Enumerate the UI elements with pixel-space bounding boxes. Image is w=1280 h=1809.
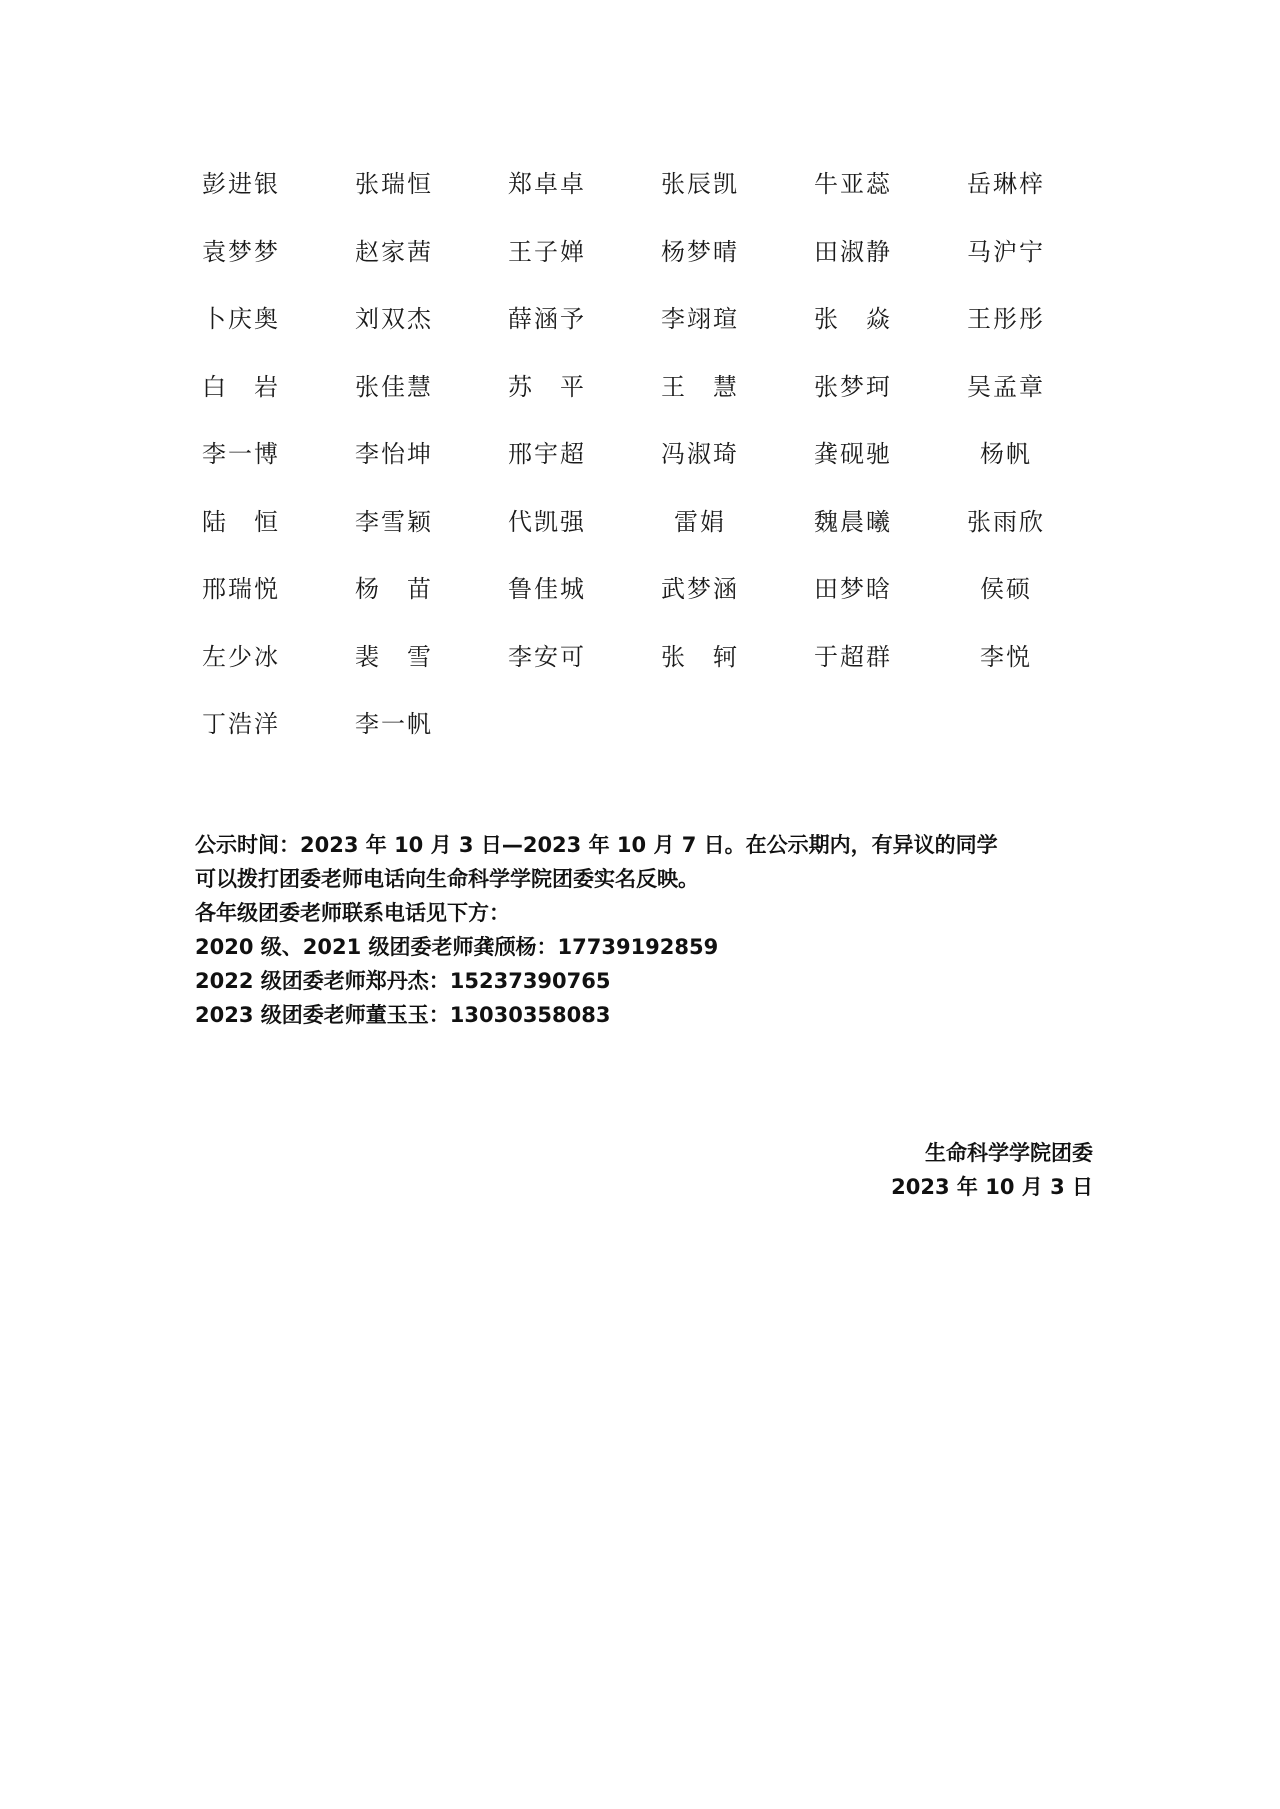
name-cell: 李翊瑄 (661, 305, 739, 333)
name-cell: 赵家茜 (355, 237, 433, 266)
name-cell: 陆 恒 (202, 507, 280, 536)
name-cell: 杨 苗 (355, 575, 433, 603)
contact-2020-2021: 2020 级、2021 级团委老师龚颀杨：17739192859 (195, 935, 719, 959)
name-cell: 丁浩洋 (202, 710, 280, 738)
notice-period: 公示时间：2023 年 10 月 3 日—2023 年 10 月 7 日。在公示期内，有异议的同学 (195, 833, 998, 857)
name-cell: 冯淑琦 (661, 440, 739, 468)
name-cell: 鲁佳城 (508, 575, 586, 603)
name-cell: 岳琳梓 (967, 170, 1045, 198)
notice-objection: 可以拨打团委老师电话向生命科学学院团委实名反映。 (195, 867, 699, 891)
name-cell: 吴孟章 (967, 372, 1045, 401)
name-cell: 薛涵予 (508, 305, 586, 333)
notice-block (195, 828, 1095, 1032)
name-cell: 雷娟 (674, 507, 726, 536)
name-cell: 田梦晗 (814, 575, 892, 603)
name-cell: 张瑞恒 (355, 170, 433, 198)
signature-org: 生命科学学院团委 (925, 1141, 1093, 1165)
name-cell: 张 轲 (661, 642, 739, 671)
name-cell: 田淑静 (814, 237, 892, 266)
name-cell: 侯硕 (980, 575, 1032, 603)
name-cell: 李一博 (202, 440, 280, 468)
name-cell: 郑卓卓 (508, 170, 586, 198)
signature-date: 2023 年 10 月 3 日 (891, 1175, 1093, 1199)
name-cell: 于超群 (814, 642, 892, 671)
name-cell: 马沪宁 (967, 237, 1045, 266)
name-cell: 李雪颖 (355, 507, 433, 536)
notice-contacts-heading: 各年级团委老师联系电话见下方： (195, 901, 510, 925)
name-cell: 张雨欣 (967, 507, 1045, 536)
signature-block (891, 1136, 1093, 1204)
name-cell: 张辰凯 (661, 170, 739, 198)
name-cell: 杨梦晴 (661, 237, 739, 266)
name-cell: 代凯强 (508, 507, 586, 536)
name-cell: 李一帆 (355, 710, 433, 738)
name-cell: 武梦涵 (661, 575, 739, 603)
name-cell: 王 慧 (661, 372, 739, 401)
name-cell: 李怡坤 (355, 440, 433, 468)
name-cell: 白 岩 (202, 372, 280, 401)
name-cell: 左少冰 (202, 642, 280, 671)
name-cell: 李安可 (508, 642, 586, 671)
name-cell: 龚砚驰 (814, 440, 892, 468)
name-cell: 魏晨曦 (814, 507, 892, 536)
name-cell: 苏 平 (508, 372, 586, 401)
name-cell: 张梦珂 (814, 372, 892, 401)
name-cell: 牛亚蕊 (814, 170, 892, 198)
name-cell: 彭进银 (202, 170, 280, 198)
name-cell: 李悦 (980, 642, 1032, 671)
name-cell: 裴 雪 (355, 642, 433, 671)
name-cell: 张 焱 (814, 305, 892, 333)
name-cell: 邢宇超 (508, 440, 586, 468)
name-cell: 王子婵 (508, 237, 586, 266)
name-cell: 杨帆 (980, 440, 1032, 468)
name-cell: 刘双杰 (355, 305, 433, 333)
name-cell: 袁梦梦 (202, 237, 280, 266)
contact-2022: 2022 级团委老师郑丹杰：15237390765 (195, 969, 611, 993)
contact-2023: 2023 级团委老师董玉玉：13030358083 (195, 1003, 611, 1027)
name-cell: 张佳慧 (355, 372, 433, 401)
name-cell: 邢瑞悦 (202, 575, 280, 603)
name-cell: 卜庆奥 (202, 305, 280, 333)
name-cell: 王彤彤 (967, 305, 1045, 333)
name-list (195, 168, 1115, 776)
